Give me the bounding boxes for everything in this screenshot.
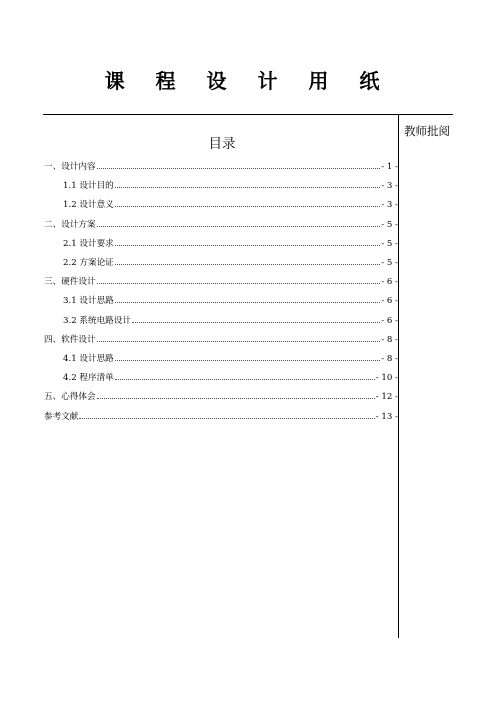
teacher-review-label: 教师批阅 bbox=[404, 124, 450, 138]
toc-leader-dots bbox=[97, 282, 381, 284]
toc-entry-page: - 6 - bbox=[381, 296, 398, 307]
toc-entry-page: - 5 - bbox=[381, 238, 398, 249]
toc-entry-page: - 12 - bbox=[375, 392, 398, 403]
toc-leader-dots bbox=[97, 397, 375, 399]
toc-entry[interactable] bbox=[44, 218, 398, 232]
toc-entry[interactable] bbox=[44, 275, 398, 289]
toc-entry-page: - 5 - bbox=[381, 219, 398, 230]
toc-leader-dots bbox=[115, 263, 380, 265]
toc-leader-dots bbox=[97, 340, 381, 342]
toc-entry[interactable] bbox=[63, 294, 398, 308]
toc-entry[interactable] bbox=[44, 333, 398, 347]
toc-entry-page: - 3 - bbox=[381, 200, 398, 211]
toc-entry-page: - 8 - bbox=[381, 354, 398, 364]
toc-leader-dots bbox=[115, 378, 375, 380]
toc-entry-label: 1.2 设计意义 bbox=[63, 200, 114, 211]
toc-entry-page: - 6 - bbox=[381, 315, 398, 326]
toc-entry[interactable] bbox=[63, 314, 398, 328]
toc-entry-page: - 1 - bbox=[381, 162, 398, 172]
margin-divider bbox=[398, 114, 399, 638]
toc-entry[interactable] bbox=[63, 237, 398, 251]
toc-entry-label: 五、心得体会 bbox=[44, 392, 96, 403]
toc-leader-dots bbox=[115, 359, 380, 361]
toc-entry-label: 二、设计方案 bbox=[44, 219, 96, 230]
toc-leader-dots bbox=[115, 186, 380, 188]
toc-entry-label: 3.2 系统电路设计 bbox=[63, 315, 131, 326]
toc-entry-page: - 5 - bbox=[381, 258, 398, 268]
toc-entry[interactable] bbox=[63, 256, 398, 270]
toc-entry-page: - 8 - bbox=[381, 334, 398, 345]
toc-entry[interactable] bbox=[63, 198, 398, 212]
toc-entry[interactable] bbox=[63, 352, 398, 366]
toc-entry[interactable] bbox=[63, 179, 398, 193]
toc-entry-label: 4.2 程序清单 bbox=[63, 373, 114, 384]
toc-entry-label: 1.1 设计目的 bbox=[63, 181, 114, 192]
toc-entry-label: 2.2 方案论证 bbox=[63, 258, 114, 268]
page-title: 课 程 设 计 用 纸 bbox=[104, 69, 392, 93]
toc-entry-label: 三、硬件设计 bbox=[44, 277, 96, 288]
toc-entry-page: - 10 - bbox=[375, 373, 398, 384]
header-divider bbox=[43, 114, 453, 115]
toc-leader-dots bbox=[97, 167, 381, 169]
toc-entry[interactable] bbox=[44, 390, 398, 404]
toc-heading: 目录 bbox=[208, 136, 236, 152]
toc-entry[interactable] bbox=[44, 410, 398, 424]
toc-leader-dots bbox=[115, 205, 380, 207]
toc-entry-label: 参考文献 bbox=[44, 411, 79, 422]
toc-entry-label: 4.1 设计思路 bbox=[63, 354, 114, 364]
toc-entry-page: - 6 - bbox=[381, 277, 398, 288]
toc-leader-dots bbox=[79, 417, 374, 419]
toc-entry-label: 2.1 设计要求 bbox=[63, 238, 114, 249]
toc-leader-dots bbox=[132, 321, 380, 323]
toc-entry[interactable] bbox=[63, 371, 398, 385]
toc-leader-dots bbox=[115, 301, 380, 303]
toc-entry-page: - 3 - bbox=[381, 181, 398, 192]
toc-entry-label: 一、设计内容 bbox=[44, 162, 96, 172]
toc-entry-page: - 13 - bbox=[375, 411, 398, 422]
toc-leader-dots bbox=[97, 225, 381, 227]
toc-entry-label: 3.1 设计思路 bbox=[63, 296, 114, 307]
toc-entry[interactable] bbox=[44, 160, 398, 174]
toc-leader-dots bbox=[115, 244, 380, 246]
toc-entry-label: 四、软件设计 bbox=[44, 334, 96, 345]
